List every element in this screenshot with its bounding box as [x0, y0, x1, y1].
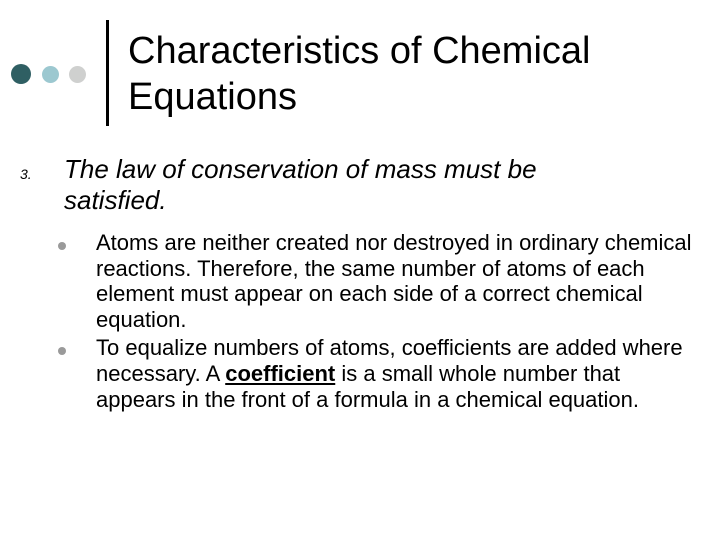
main-point-text — [64, 154, 684, 216]
sub-point — [56, 230, 706, 332]
decor-dot-gray — [69, 66, 86, 83]
sub-point-list — [56, 230, 706, 415]
slide-title — [128, 28, 708, 120]
coefficient-term: coefficient — [225, 360, 336, 386]
decor-dot-teal — [42, 66, 59, 83]
sub-point-text-after: is a small whole number that appears in the front of a formula in a chemical equation. — [96, 360, 639, 412]
main-point-line-1: The law of conservation of mass must be — [64, 154, 537, 184]
sub-point-text — [96, 335, 696, 412]
sub-point-text: Atoms are neither created nor destroyed in ordinary chemical reactions. Therefore, the same number of atoms of each element must appear on each side of a correct chemical equation. — [96, 230, 692, 332]
sub-point-text-before: To equalize numbers of atoms, coefficients are added where necessary. A — [96, 335, 683, 386]
title-line-1: Characteristics of Chemical — [128, 30, 591, 72]
decor-dot-dark — [11, 64, 31, 84]
bullet-icon — [58, 347, 66, 355]
sub-point — [56, 335, 706, 412]
title-divider — [106, 20, 109, 126]
title-line-2: Equations — [128, 76, 298, 118]
main-point-line-2: satisfied. — [64, 185, 167, 215]
bullet-icon — [58, 242, 66, 250]
main-point-number: 3. — [20, 166, 32, 182]
